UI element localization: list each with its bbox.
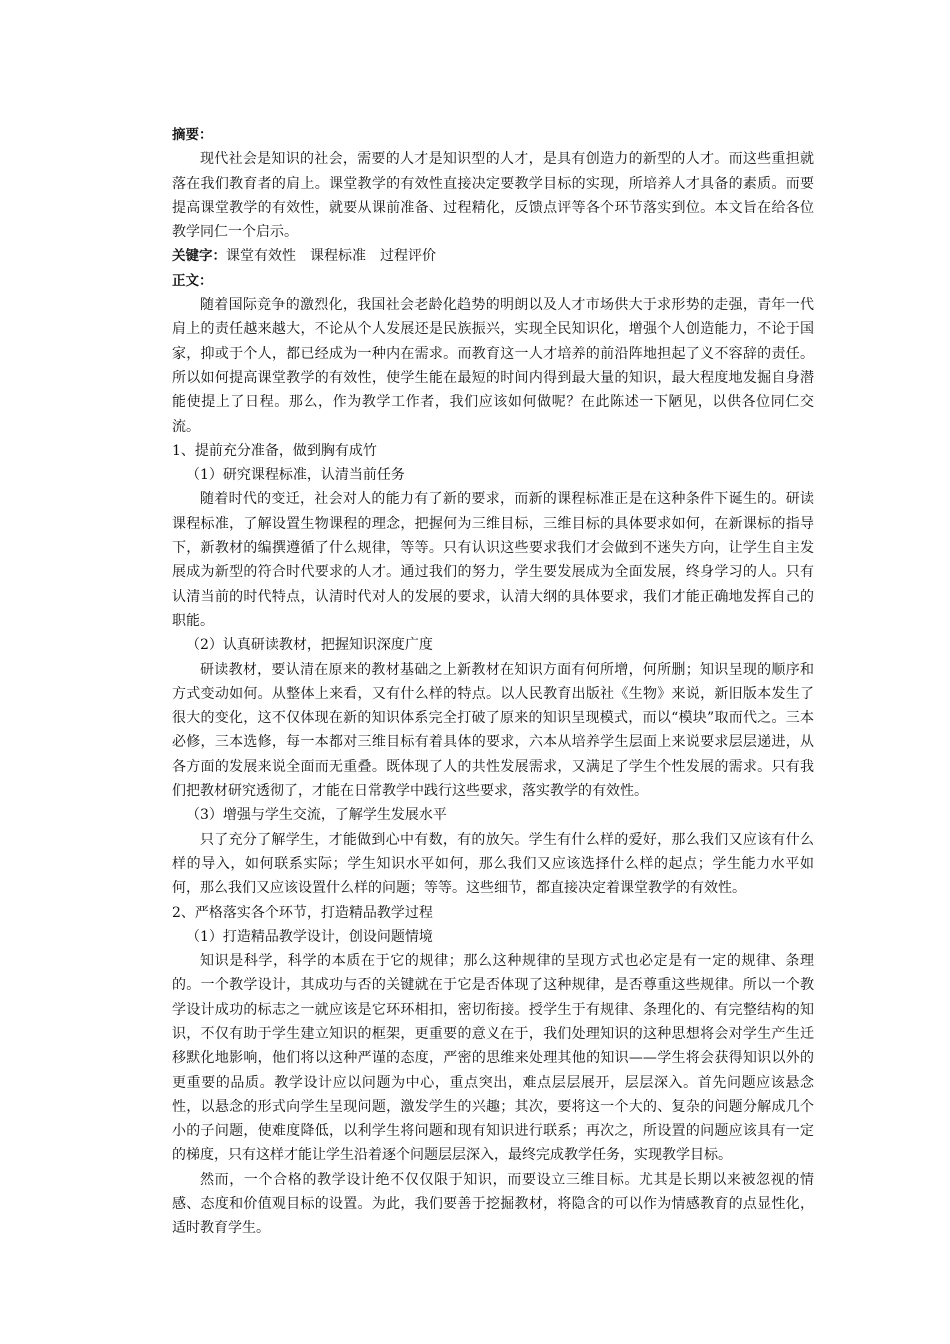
keywords-label: 关键字： <box>172 248 226 265</box>
section2-sub1-title: （1）打造精品教学设计，创设问题情境 <box>186 928 433 945</box>
section1-sub3-title: （3）增强与学生交流，了解学生发展水平 <box>186 807 447 824</box>
section2-sub1-text2: 然而，一个合格的教学设计绝不仅仅限于知识，而要设立三维目标。尤其是长期以来被忽视的情感、态度和价值观目标的设置。为此，我们要善于挖掘教材，将隐含的可以作为情感教育的点显性化，适时教育学生。 <box>172 1171 814 1237</box>
keyword-item: 课程标准 <box>310 248 366 265</box>
abstract-text: 现代社会是知识的社会，需要的人才是知识型的人才，是具有创造力的新型的人才。而这些重担就落在我们教育者的肩上。课堂教学的有效性直接决定要教学目标的实现，所培养人才具备的素质。而要提高课堂教学的有效性，就要从课前准备、过程精化，反馈点评等各个环节落实到位。本文旨在给各位教学同仁一个启示。 <box>172 151 814 241</box>
document-page <box>172 123 814 1241</box>
body-label: 正文： <box>172 272 213 289</box>
section1-sub2-text: 研读教材，要认清在原来的教材基础之上新教材在知识方面有何所增，何所删；知识呈现的顺序和方式变动如何。从整体上来看，又有什么样的特点。以人民教育出版社《生物》来说，新旧版本发生了很大的变化，这不仅体现在新的知识体系完全打破了原来的知识呈现模式，而以“模块”取而代之。三本必修，三本选修，每一本都对三维目标有着具体的要求，六本从培养学生层面上来说要求层层递进，从各方面的发展来说全面而无重叠。既体现了人的共性发展需求，又满足了学生个性发展的需求。只有我们把教材研究透彻了，才能在日常教学中践行这些要求，落实教学的有效性。 <box>172 661 814 800</box>
section2-sub1-text: 知识是科学，科学的本质在于它的规律；那么这种规律的呈现方式也必定是有一定的规律、条理的。一个教学设计，其成功与否的关键就在于它是否体现了这种规律，是否尊重这些规律。所以一个教学设计成功的标志之一就应该是它环环相扣，密切衔接。授学生于有规律、条理化的、有完整结构的知识，不仅有助于学生建立知识的框架，更重要的意义在于，我们处理知识的这种思想将会对学生产生迁移默化地影响，他们将以这种严谨的态度，严密的思维来处理其他的知识——学生将会获得知识以外的更重要的品质。教学设计应以问题为中心，重点突出，难点层层展开，层层深入。首先问题应该悬念性，以悬念的形式向学生呈现问题，激发学生的兴趣；其次，要将这一个大的、复杂的问题分解成几个小的子问题，使难度降低，以利学生将问题和现有知识进行联系；再次之，所设置的问题应该具有一定的梯度，只有这样才能让学生沿着逐个问题层层深入，最终完成教学任务，实现教学目标。 <box>172 953 814 1164</box>
keywords-line <box>172 244 814 268</box>
keyword-item: 课堂有效性 <box>226 248 296 265</box>
section1-sub1-title: （1）研究课程标准，认清当前任务 <box>186 467 405 484</box>
section2-title: 2、严格落实各个环节，打造精品教学过程 <box>172 904 433 921</box>
abstract-label-line <box>172 123 814 147</box>
section1-sub1-text: 随着时代的变迁，社会对人的能力有了新的要求，而新的课程标准正是在这种条件下诞生的。研读课程标准，了解设置生物课程的理念，把握何为三维目标，三维目标的具体要求如何，在新课标的指导下，新教材的编撰遵循了什么规律，等等。只有认识这些要求我们才会做到不迷失方向，让学生自主发展成为新型的符合时代要求的人才。通过我们的努力，学生要发展成为全面发展，终身学习的人。只有认清当前的时代特点，认清时代对人的发展的要求，认清大纲的具体要求，我们才能正确地发挥自己的职能。 <box>172 491 814 629</box>
keyword-item: 过程评价 <box>380 248 436 265</box>
section1-sub2-title: （2）认真研读教材，把握知识深度广度 <box>186 637 433 654</box>
abstract-label: 摘要： <box>172 127 213 143</box>
section1-title: 1、提前充分准备，做到胸有成竹 <box>172 442 377 459</box>
intro-paragraph: 随着国际竞争的激烈化，我国社会老龄化趋势的明朗以及人才市场供大于求形势的走强，青年一代肩上的责任越来越大，不论从个人发展还是民族振兴，实现全民知识化，增强个人创造能力，不论于国家，抑或于个人，都已经成为一种内在需求。而教育这一人才培养的前沿阵地担起了义不容辞的责任。所以如何提高课堂教学的有效性，使学生能在最短的时间内得到最大量的知识，最大程度地发掘自身潜能使提上了日程。那么，作为教学工作者，我们应该如何做呢？在此陈述一下陋见，以供各位同仁交流。 <box>172 297 814 435</box>
body-label-line <box>172 269 814 293</box>
section1-sub3-text: 只了充分了解学生，才能做到心中有数，有的放矢。学生有什么样的爱好，那么我们又应该有什么样的导入，如何联系实际；学生知识水平如何，那么我们又应该选择什么样的起点；学生能力水平如何，那么我们又应该设置什么样的问题；等等。这些细节，都直接决定着课堂教学的有效性。 <box>172 831 814 897</box>
